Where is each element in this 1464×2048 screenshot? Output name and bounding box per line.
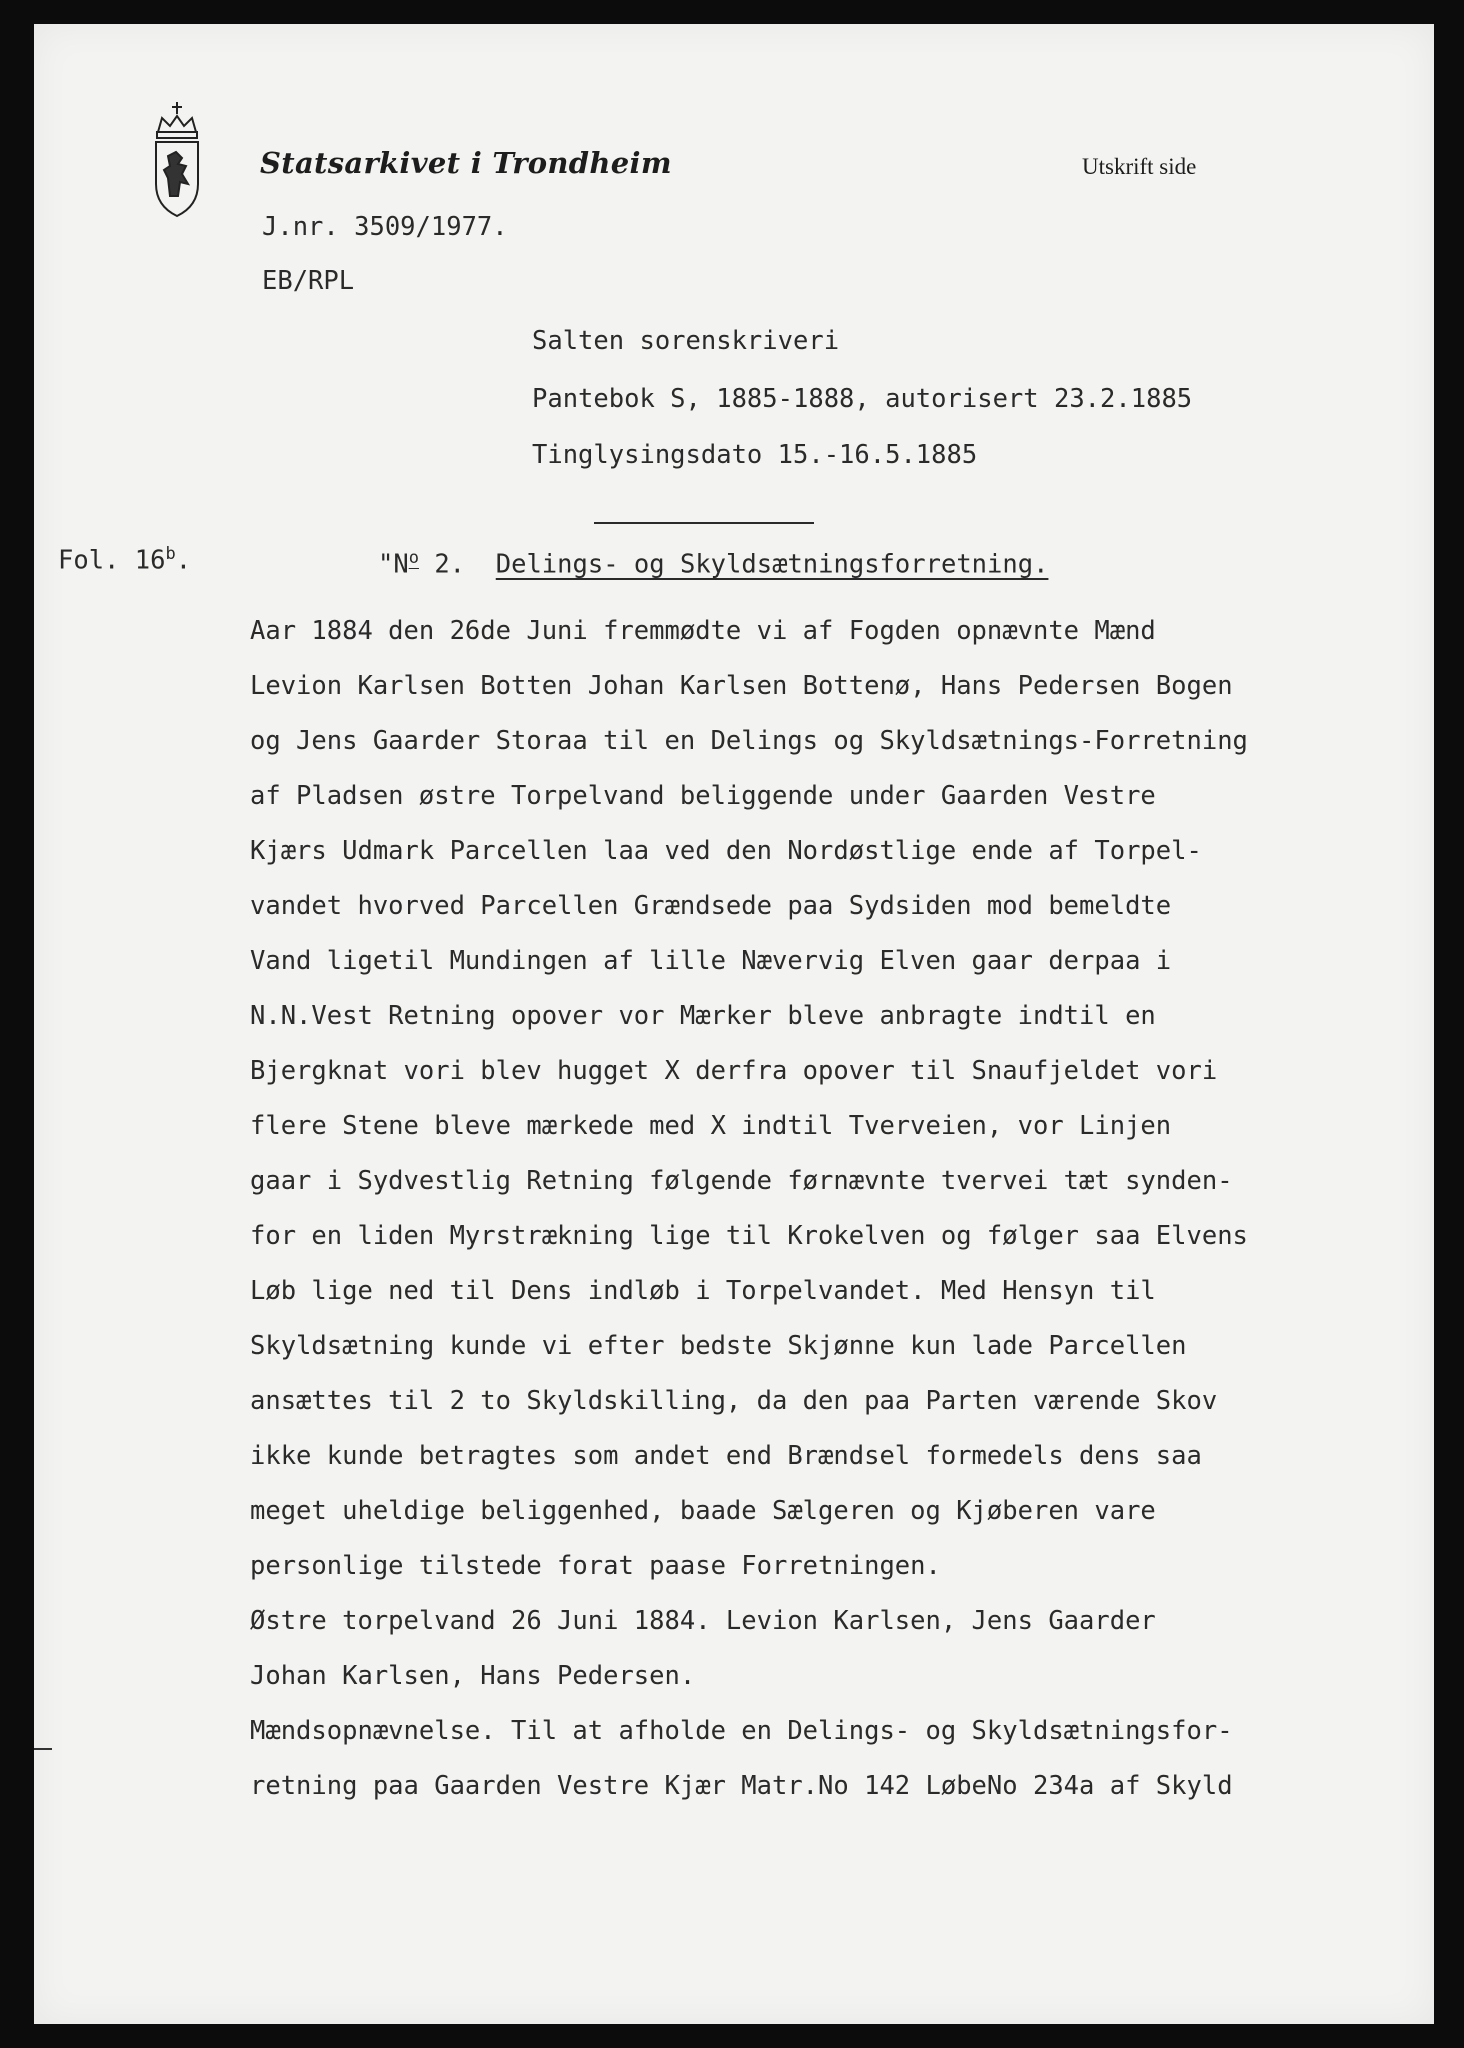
body-line: personlige tilstede forat paase Forretningen. [250,1551,941,1581]
body-line: af Pladsen østre Torpelvand beliggende under Gaarden Vestre [250,781,1156,811]
number-prefix: "N [378,549,409,580]
body-line: og Jens Gaarder Storaa til en Delings og Skyldsætnings-Forretning [250,726,1248,756]
folio-period: . [175,545,192,576]
body-line: retning paa Gaarden Vestre Kjær Matr.No 142 LøbeNo 234a af Skyld [250,1771,1233,1801]
body-line: Bjergknat vori blev hugget X derfra opover til Snaufjeldet vori [250,1056,1218,1086]
page-label: Utskrift side [1082,154,1197,179]
body-line: flere Stene bleve mærkede med X indtil Tverveien, vor Linjen [250,1111,1172,1141]
body-line: Vand ligetil Mundingen af lille Nævervig Elven gaar derpaa i [250,946,1172,976]
body-line: Østre torpelvand 26 Juni 1884. Levion Karlsen, Jens Gaarder [250,1606,1156,1636]
document-body [250,604,1380,1814]
body-line: Løb lige ned til Dens indløb i Torpelvandet. Med Hensyn til [250,1276,1156,1306]
court-name: Salten sorenskriveri [532,326,840,356]
body-line: ansættes til 2 to Skyldskilling, da den paa Parten værende Skov [250,1386,1218,1416]
body-line: meget uheldige beliggenhed, baade Sælgeren og Kjøberen vare [250,1496,1156,1526]
body-line: Aar 1884 den 26de Juni fremmødte vi af Fogden opnævnte Mænd [250,616,1156,646]
entry-title: Delings- og Skyldsætningsforretning. [495,549,1049,580]
entry-heading [378,548,1048,580]
registration-date: Tinglysingsdato 15.-16.5.1885 [532,440,978,470]
folio-reference [58,544,191,576]
margin-mark [34,1748,52,1750]
body-line: vandet hvorved Parcellen Grændsede paa Sydsiden mod bemeldte [250,891,1172,921]
body-line: ikke kunde betragtes som andet end Brændsel formedels dens saa [250,1441,1202,1471]
entry-number: 2. [418,549,466,580]
body-line: Kjærs Udmark Parcellen laa ved den Nordøstlige ende af Torpel- [250,836,1202,866]
body-line: Levion Karlsen Botten Johan Karlsen Bottenø, Hans Pedersen Bogen [250,671,1233,701]
signature-initials: EB/RPL [262,266,355,296]
body-line: N.N.Vest Retning opover vor Mærker bleve anbragte indtil en [250,1001,1156,1031]
section-divider [594,522,814,524]
body-line: Mændsopnævnelse. Til at afholde en Delings- og Skyldsætningsfor- [250,1716,1233,1746]
body-line: gaar i Sydvestlig Retning følgende førnævnte tvervei tæt synden- [250,1166,1233,1196]
folio-superscript: b [165,544,176,564]
institution-name: Statsarkivet i Trondheim [260,146,672,180]
body-line: for en liden Myrstrækning lige til Krokelven og følger saa Elvens [250,1221,1248,1251]
number-superscript: o [408,548,419,568]
coat-of-arms-logo [148,100,206,220]
mortgage-book: Pantebok S, 1885-1888, autorisert 23.2.1885 [532,384,1193,414]
folio-text: Fol. 16 [58,545,166,576]
journal-number: J.nr. 3509/1977. [262,212,508,242]
body-line: Skyldsætning kunde vi efter bedste Skjønne kun lade Parcellen [250,1331,1187,1361]
body-line: Johan Karlsen, Hans Pedersen. [250,1661,696,1691]
